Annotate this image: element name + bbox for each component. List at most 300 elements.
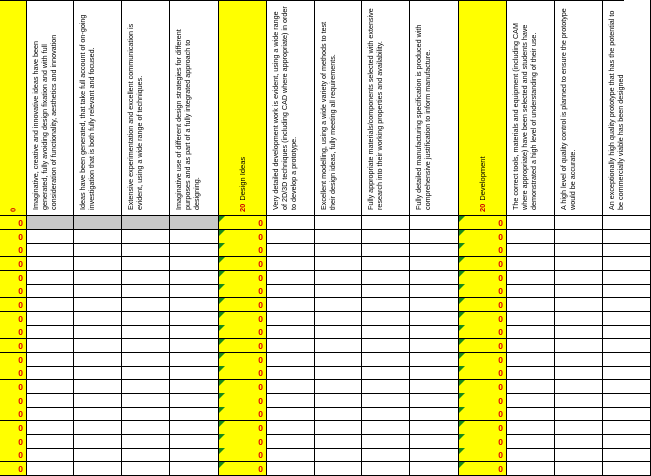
grid-cell[interactable] (219, 325, 267, 339)
grid-cell[interactable] (410, 353, 459, 367)
grid-cell[interactable] (362, 434, 410, 448)
grid-cell[interactable] (122, 353, 170, 367)
grid-cell[interactable] (362, 243, 410, 257)
grid-cell[interactable] (122, 407, 170, 421)
grid-cell[interactable] (267, 366, 315, 380)
grid-cell[interactable] (170, 448, 219, 462)
grid-cell[interactable] (27, 284, 74, 298)
grid-cell[interactable] (0, 462, 27, 476)
grid-cell[interactable] (459, 421, 507, 435)
grid-cell[interactable] (122, 448, 170, 462)
grid-cell[interactable] (507, 353, 555, 367)
grid-cell[interactable] (267, 448, 315, 462)
grid-cell[interactable] (122, 257, 170, 271)
grid-cell[interactable] (507, 339, 555, 353)
grid-cell[interactable] (362, 271, 410, 285)
header-cell-13[interactable] (555, 0, 603, 216)
grid-cell[interactable] (603, 325, 651, 339)
grid-cell[interactable] (0, 216, 27, 230)
grid-cell[interactable] (555, 407, 603, 421)
grid-cell[interactable] (459, 257, 507, 271)
grid-cell[interactable] (362, 230, 410, 244)
cell-score-value: 0 (18, 231, 23, 242)
grid-cell[interactable] (267, 434, 315, 448)
grid-cell[interactable] (122, 380, 170, 394)
grid-cell[interactable] (267, 462, 315, 476)
cell-score-value: 0 (18, 354, 23, 365)
grid-cell[interactable] (219, 353, 267, 367)
grid-cell[interactable] (170, 366, 219, 380)
header-cell-8[interactable] (315, 0, 362, 216)
grid-cell[interactable] (74, 284, 122, 298)
grid-cell[interactable] (27, 434, 74, 448)
cell-score-value: 0 (258, 340, 263, 351)
grid-cell[interactable] (362, 380, 410, 394)
grid-cell[interactable] (122, 284, 170, 298)
grid-cell[interactable] (170, 230, 219, 244)
grid-cell[interactable] (170, 298, 219, 312)
grid-cell[interactable] (555, 284, 603, 298)
grid-cell[interactable] (507, 434, 555, 448)
grid-cell[interactable] (410, 230, 459, 244)
grid-cell[interactable] (410, 448, 459, 462)
grid-cell[interactable] (267, 380, 315, 394)
grid-cell[interactable] (74, 230, 122, 244)
grid-cell[interactable] (603, 257, 651, 271)
grid-cell[interactable] (219, 257, 267, 271)
grid-cell[interactable] (74, 434, 122, 448)
grid-cell[interactable] (459, 462, 507, 476)
grid-cell[interactable] (74, 298, 122, 312)
grid-cell[interactable] (27, 339, 74, 353)
grid-cell[interactable] (219, 230, 267, 244)
grid-cell[interactable] (74, 257, 122, 271)
header-cell-1[interactable] (0, 0, 27, 216)
cell-score-value: 0 (18, 259, 23, 270)
grid-cell[interactable] (315, 271, 362, 285)
grid-cell[interactable] (170, 380, 219, 394)
grid-cell[interactable] (603, 421, 651, 435)
grid-cell[interactable] (410, 243, 459, 257)
grid-cell[interactable] (507, 407, 555, 421)
grid-cell[interactable] (315, 462, 362, 476)
grid-cell[interactable] (555, 230, 603, 244)
grid-cell[interactable] (74, 421, 122, 435)
grid-cell[interactable] (170, 434, 219, 448)
grid-cell[interactable] (267, 421, 315, 435)
grid-cell[interactable] (267, 312, 315, 326)
grid-cell[interactable] (459, 216, 507, 230)
grid-cell[interactable] (459, 230, 507, 244)
grid-cell[interactable] (459, 366, 507, 380)
grid-cell[interactable] (315, 339, 362, 353)
grid-cell[interactable] (603, 353, 651, 367)
grid-cell[interactable] (170, 407, 219, 421)
header-cell-2[interactable] (27, 0, 74, 216)
grid-cell[interactable] (555, 257, 603, 271)
grid-cell[interactable] (27, 257, 74, 271)
grid-cell[interactable] (507, 298, 555, 312)
grid-cell[interactable] (410, 216, 459, 230)
grid-cell[interactable] (219, 298, 267, 312)
grid-cell[interactable] (27, 243, 74, 257)
grid-cell[interactable] (74, 462, 122, 476)
grid-cell[interactable] (555, 353, 603, 367)
grid-cell[interactable] (507, 325, 555, 339)
grid-cell[interactable] (74, 271, 122, 285)
grid-cell[interactable] (0, 407, 27, 421)
header-cell-14[interactable] (603, 0, 651, 216)
grid-cell[interactable] (410, 284, 459, 298)
grid-cell[interactable] (410, 434, 459, 448)
grid-cell[interactable] (27, 393, 74, 407)
grid-cell[interactable] (603, 393, 651, 407)
grid-cell[interactable] (315, 257, 362, 271)
grid-cell[interactable] (74, 216, 122, 230)
grid-cell[interactable] (0, 243, 27, 257)
grid-cell[interactable] (219, 393, 267, 407)
grid-cell[interactable] (362, 407, 410, 421)
comment-indicator-icon (459, 230, 465, 236)
grid-cell[interactable] (27, 230, 74, 244)
grid-cell[interactable] (410, 312, 459, 326)
cell-score-value: 0 (498, 436, 503, 447)
grid-cell[interactable] (74, 407, 122, 421)
grid-cell[interactable] (170, 216, 219, 230)
grid-cell[interactable] (507, 216, 555, 230)
grid-cell[interactable] (27, 312, 74, 326)
grid-cell[interactable] (315, 380, 362, 394)
grid-cell[interactable] (267, 257, 315, 271)
cell-score-value: 0 (18, 327, 23, 338)
grid-cell[interactable] (315, 216, 362, 230)
grid-cell[interactable] (362, 257, 410, 271)
grid-cell[interactable] (315, 312, 362, 326)
grid-cell[interactable] (122, 243, 170, 257)
grid-cell[interactable] (555, 298, 603, 312)
header-cell-12[interactable] (507, 0, 555, 216)
header-cell-6[interactable] (219, 0, 267, 216)
grid-cell[interactable] (362, 325, 410, 339)
header-cell-11[interactable] (459, 0, 507, 216)
grid-cell[interactable] (555, 380, 603, 394)
grid-cell[interactable] (170, 243, 219, 257)
grid-cell[interactable] (74, 243, 122, 257)
grid-cell[interactable] (170, 421, 219, 435)
grid-cell[interactable] (0, 257, 27, 271)
grid-cell[interactable] (507, 380, 555, 394)
grid-cell[interactable] (74, 380, 122, 394)
grid-cell[interactable] (315, 421, 362, 435)
grid-cell[interactable] (0, 421, 27, 435)
grid-cell[interactable] (603, 312, 651, 326)
grid-cell[interactable] (27, 462, 74, 476)
grid-cell[interactable] (122, 312, 170, 326)
grid-cell[interactable] (122, 216, 170, 230)
grid-cell[interactable] (122, 271, 170, 285)
grid-cell[interactable] (27, 298, 74, 312)
grid-cell[interactable] (410, 393, 459, 407)
grid-cell[interactable] (0, 230, 27, 244)
grid-cell[interactable] (219, 243, 267, 257)
grid-cell[interactable] (122, 325, 170, 339)
grid-cell[interactable] (507, 393, 555, 407)
grid-cell[interactable] (410, 366, 459, 380)
grid-cell[interactable] (219, 407, 267, 421)
grid-cell[interactable] (74, 393, 122, 407)
grid-cell[interactable] (170, 312, 219, 326)
grid-cell[interactable] (170, 393, 219, 407)
grid-cell[interactable] (0, 434, 27, 448)
cell-score-value: 0 (498, 450, 503, 461)
grid-cell[interactable] (0, 284, 27, 298)
grid-cell[interactable] (555, 448, 603, 462)
criterion-text: Ideas have been generated, that take full account of on-going investigation that is both fully relevant and focused. (78, 14, 96, 210)
grid-cell[interactable] (219, 448, 267, 462)
grid-cell[interactable] (27, 421, 74, 435)
grid-cell[interactable] (315, 407, 362, 421)
grid-cell[interactable] (603, 462, 651, 476)
section-total-value: 20 (478, 203, 487, 212)
header-cell-5[interactable] (170, 0, 219, 216)
grid-cell[interactable] (603, 284, 651, 298)
grid-cell[interactable] (555, 243, 603, 257)
grid-cell[interactable] (555, 421, 603, 435)
grid-cell[interactable] (603, 339, 651, 353)
grid-cell[interactable] (267, 325, 315, 339)
grid-cell[interactable] (362, 353, 410, 367)
grid-cell[interactable] (219, 366, 267, 380)
grid-cell[interactable] (315, 284, 362, 298)
grid-cell[interactable] (362, 448, 410, 462)
grid-cell[interactable] (507, 257, 555, 271)
grid-cell[interactable] (219, 434, 267, 448)
grid-cell[interactable] (122, 393, 170, 407)
grid-cell[interactable] (362, 284, 410, 298)
grid-cell[interactable] (170, 353, 219, 367)
grid-cell[interactable] (410, 257, 459, 271)
cell-score-value: 0 (498, 231, 503, 242)
grid-cell[interactable] (315, 298, 362, 312)
grid-cell[interactable] (459, 353, 507, 367)
grid-cell[interactable] (603, 230, 651, 244)
grid-cell[interactable] (603, 366, 651, 380)
grid-cell[interactable] (0, 380, 27, 394)
grid-cell[interactable] (507, 421, 555, 435)
grid-cell[interactable] (267, 243, 315, 257)
grid-cell[interactable] (507, 366, 555, 380)
grid-cell[interactable] (122, 421, 170, 435)
grid-cell[interactable] (555, 366, 603, 380)
grid-cell[interactable] (219, 380, 267, 394)
grid-cell[interactable] (603, 380, 651, 394)
header-cell-7[interactable] (267, 0, 315, 216)
comment-indicator-icon (459, 462, 465, 468)
grid-cell[interactable] (0, 366, 27, 380)
grid-cell[interactable] (507, 312, 555, 326)
grid-cell[interactable] (0, 393, 27, 407)
grid-cell[interactable] (0, 325, 27, 339)
grid-cell[interactable] (459, 298, 507, 312)
grid-cell[interactable] (74, 366, 122, 380)
grid-cell[interactable] (74, 325, 122, 339)
grid-cell[interactable] (219, 462, 267, 476)
grid-cell[interactable] (0, 353, 27, 367)
grid-cell[interactable] (459, 434, 507, 448)
grid-cell[interactable] (170, 257, 219, 271)
grid-cell[interactable] (315, 230, 362, 244)
grid-cell[interactable] (555, 271, 603, 285)
grid-cell[interactable] (555, 462, 603, 476)
grid-cell[interactable] (603, 243, 651, 257)
grid-cell[interactable] (410, 407, 459, 421)
grid-cell[interactable] (267, 393, 315, 407)
grid-cell[interactable] (122, 230, 170, 244)
grid-cell[interactable] (362, 366, 410, 380)
grid-cell[interactable] (122, 366, 170, 380)
cell-score-value: 0 (258, 218, 263, 229)
grid-cell[interactable] (219, 284, 267, 298)
grid-cell[interactable] (603, 216, 651, 230)
grid-cell[interactable] (362, 312, 410, 326)
grid-cell[interactable] (170, 325, 219, 339)
grid-cell[interactable] (555, 339, 603, 353)
header-cell-4[interactable] (122, 0, 170, 216)
grid-cell[interactable] (267, 298, 315, 312)
grid-cell[interactable] (315, 243, 362, 257)
grid-cell[interactable] (74, 312, 122, 326)
grid-cell[interactable] (603, 407, 651, 421)
grid-cell[interactable] (27, 366, 74, 380)
grid-cell[interactable] (267, 339, 315, 353)
grid-cell[interactable] (507, 284, 555, 298)
grid-cell[interactable] (267, 407, 315, 421)
grid-cell[interactable] (603, 434, 651, 448)
grid-cell[interactable] (603, 271, 651, 285)
grid-cell[interactable] (74, 353, 122, 367)
grid-cell[interactable] (267, 271, 315, 285)
grid-cell[interactable] (410, 380, 459, 394)
grid-cell[interactable] (27, 216, 74, 230)
grid-cell[interactable] (507, 462, 555, 476)
grid-cell[interactable] (27, 353, 74, 367)
grid-cell[interactable] (555, 312, 603, 326)
grid-cell[interactable] (459, 393, 507, 407)
grid-cell[interactable] (0, 298, 27, 312)
grid-cell[interactable] (555, 434, 603, 448)
grid-cell[interactable] (0, 271, 27, 285)
grid-cell[interactable] (410, 421, 459, 435)
grid-cell[interactable] (410, 271, 459, 285)
grid-cell[interactable] (315, 393, 362, 407)
grid-cell[interactable] (315, 366, 362, 380)
header-cell-10[interactable] (410, 0, 459, 216)
grid-cell[interactable] (459, 243, 507, 257)
grid-cell[interactable] (459, 407, 507, 421)
grid-cell[interactable] (219, 421, 267, 435)
grid-cell[interactable] (74, 339, 122, 353)
grid-cell[interactable] (170, 339, 219, 353)
grid-cell[interactable] (507, 230, 555, 244)
grid-cell[interactable] (219, 216, 267, 230)
grid-cell[interactable] (507, 448, 555, 462)
grid-cell[interactable] (219, 271, 267, 285)
grid-cell[interactable] (170, 462, 219, 476)
grid-cell[interactable] (315, 353, 362, 367)
grid-cell[interactable] (459, 380, 507, 394)
grid-cell[interactable] (27, 380, 74, 394)
grid-cell[interactable] (555, 393, 603, 407)
grid-cell[interactable] (603, 448, 651, 462)
grid-cell[interactable] (0, 312, 27, 326)
grid-cell[interactable] (315, 448, 362, 462)
criterion-text: The correct tools, materials and equipment (including CAM where appropriate) have been selected and students have demonstrated a high level of understanding of their use. (511, 23, 538, 210)
grid-cell[interactable] (410, 298, 459, 312)
grid-cell[interactable] (410, 325, 459, 339)
grid-cell[interactable] (555, 325, 603, 339)
grid-cell[interactable] (74, 448, 122, 462)
grid-cell[interactable] (170, 271, 219, 285)
grid-cell[interactable] (122, 298, 170, 312)
grid-cell[interactable] (315, 434, 362, 448)
grid-cell[interactable] (219, 312, 267, 326)
grid-cell[interactable] (362, 339, 410, 353)
grid-cell[interactable] (555, 216, 603, 230)
grid-cell[interactable] (267, 353, 315, 367)
grid-cell[interactable] (27, 448, 74, 462)
grid-cell[interactable] (122, 434, 170, 448)
header-cell-9[interactable] (362, 0, 410, 216)
grid-cell[interactable] (459, 339, 507, 353)
grid-cell[interactable] (362, 216, 410, 230)
section-name: Design Ideas (238, 156, 247, 201)
grid-cell[interactable] (459, 312, 507, 326)
grid-cell[interactable] (362, 298, 410, 312)
grid-cell[interactable] (27, 325, 74, 339)
cell-score-value: 0 (498, 422, 503, 433)
grid-cell[interactable] (267, 230, 315, 244)
grid-cell[interactable] (0, 339, 27, 353)
grid-cell[interactable] (410, 339, 459, 353)
grid-cell[interactable] (459, 325, 507, 339)
comment-indicator-icon (459, 312, 465, 318)
header-cell-3[interactable] (74, 0, 122, 216)
grid-cell[interactable] (362, 421, 410, 435)
grid-cell[interactable] (410, 462, 459, 476)
grid-cell[interactable] (267, 284, 315, 298)
grid-cell[interactable] (459, 448, 507, 462)
comment-indicator-icon (219, 257, 225, 263)
grid-cell[interactable] (122, 339, 170, 353)
grid-cell[interactable] (122, 462, 170, 476)
grid-cell[interactable] (362, 462, 410, 476)
comment-indicator-icon (459, 366, 465, 372)
cell-score-value: 0 (258, 422, 263, 433)
grid-cell[interactable] (507, 271, 555, 285)
grid-cell[interactable] (219, 339, 267, 353)
grid-cell[interactable] (362, 393, 410, 407)
grid-cell[interactable] (27, 407, 74, 421)
grid-cell[interactable] (459, 284, 507, 298)
grid-cell[interactable] (0, 448, 27, 462)
grid-cell[interactable] (315, 325, 362, 339)
grid-cell[interactable] (507, 243, 555, 257)
grid-cell[interactable] (27, 271, 74, 285)
grid-cell[interactable] (459, 271, 507, 285)
grid-cell[interactable] (267, 216, 315, 230)
grid-cell[interactable] (170, 284, 219, 298)
grid-cell[interactable] (603, 298, 651, 312)
